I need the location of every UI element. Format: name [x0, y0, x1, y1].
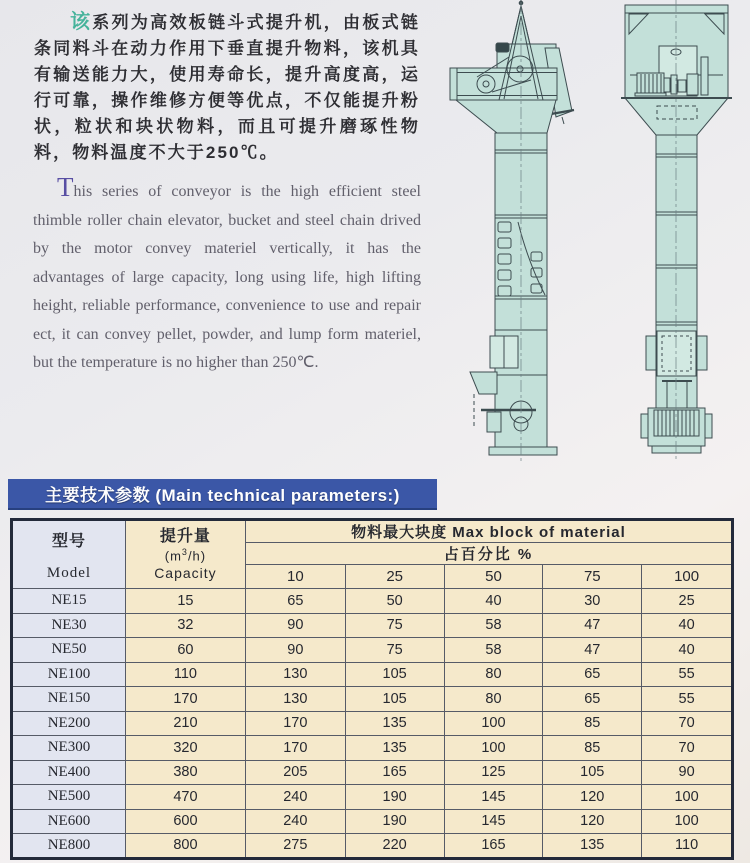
table-body — [12, 589, 733, 859]
table-row — [12, 662, 733, 687]
chinese-intro-paragraph — [34, 9, 420, 166]
table-row — [12, 834, 733, 859]
model-cell: NE15 — [12, 589, 126, 614]
percent-value-cell: 165 — [444, 834, 543, 859]
model-column-header — [12, 520, 126, 589]
percent-value-cell: 80 — [444, 662, 543, 687]
percent-value-cell: 55 — [642, 662, 733, 687]
capacity-cell: 320 — [125, 736, 245, 761]
percent-value-cell: 80 — [444, 687, 543, 712]
percent-value-cell: 110 — [642, 834, 733, 859]
percent-value-cell: 70 — [642, 736, 733, 761]
capacity-cell: 32 — [125, 613, 245, 638]
model-cell: NE30 — [12, 613, 126, 638]
percent-value-cell: 58 — [444, 613, 543, 638]
table-row — [12, 785, 733, 810]
percent-value-cell: 65 — [245, 589, 345, 614]
percent-value-cell: 30 — [543, 589, 642, 614]
capacity-header-zh: 提升量 — [159, 527, 211, 545]
percent-value-cell: 165 — [345, 760, 444, 785]
percent-value-cell: 105 — [345, 687, 444, 712]
percent-value-cell: 240 — [245, 809, 345, 834]
table-row — [12, 760, 733, 785]
percent-value-cell: 100 — [444, 736, 543, 761]
percent-value-cell: 100 — [642, 809, 733, 834]
percent-col-header: 75 — [543, 565, 642, 589]
model-cell: NE600 — [12, 809, 126, 834]
percent-value-cell: 105 — [345, 662, 444, 687]
percent-value-cell: 125 — [444, 760, 543, 785]
capacity-column-header — [125, 520, 245, 589]
percent-value-cell: 190 — [345, 809, 444, 834]
parameters-table-wrap — [10, 518, 734, 860]
percent-value-cell: 47 — [543, 638, 642, 663]
capacity-cell: 110 — [125, 662, 245, 687]
chinese-intro-text: 系列为高效板链斗式提升机，由板式链条同料斗在动力作用下垂直提升物料，该机具有输送能力大，使用寿命长，提升高度高，运行可靠，操作维修方便等优点，不仅能提升粉状，粒状和块状物料，而且可提升磨琢性物料，物料温度不大于250℃。 — [34, 13, 420, 162]
percent-value-cell: 130 — [245, 662, 345, 687]
percent-value-cell: 190 — [345, 785, 444, 810]
capacity-header-unit: $(m^3/h)$ — [164, 546, 207, 564]
table-row — [12, 687, 733, 712]
section-header-title: 主要技术参数 (Main technical parameters:) — [45, 486, 400, 505]
percent-value-cell: 135 — [543, 834, 642, 859]
percent-value-cell: 70 — [642, 711, 733, 736]
percent-value-cell: 275 — [245, 834, 345, 859]
parameters-table — [10, 518, 734, 860]
table-row — [12, 589, 733, 614]
percent-value-cell: 135 — [345, 711, 444, 736]
percent-value-cell: 170 — [245, 736, 345, 761]
capacity-cell: 15 — [125, 589, 245, 614]
percent-col-header: 25 — [345, 565, 444, 589]
percent-value-cell: 40 — [642, 638, 733, 663]
max-block-group-header: 物料最大块度 Max block of material — [245, 520, 732, 543]
capacity-header-en: Capacity — [154, 564, 217, 581]
percent-value-cell: 75 — [345, 638, 444, 663]
percent-value-cell: 120 — [543, 809, 642, 834]
percent-value-cell: 135 — [345, 736, 444, 761]
percent-value-cell: 75 — [345, 613, 444, 638]
elevator-technical-drawings — [430, 0, 750, 470]
percent-value-cell: 90 — [642, 760, 733, 785]
english-intro-text: his series of conveyor is the high efficient steel thimble roller chain elevator, bucket and steel chain drived by the motor convey materiel vertically, it has the advantages of large capacity, long using life, high lifting height, reliable performance, convenience to use and repair ect, it can convey pellet, powder, and lump form materiel, but the temperature is no higher than 250℃. — [33, 183, 421, 371]
percent-value-cell: 85 — [543, 736, 642, 761]
table-row — [12, 613, 733, 638]
percent-col-header: 100 — [642, 565, 733, 589]
percent-value-cell: 47 — [543, 613, 642, 638]
percent-subgroup-header: 占百分比 % — [245, 543, 732, 565]
capacity-cell: 470 — [125, 785, 245, 810]
capacity-cell: 170 — [125, 687, 245, 712]
percent-value-cell: 205 — [245, 760, 345, 785]
model-cell: NE100 — [12, 662, 126, 687]
percent-value-cell: 65 — [543, 662, 642, 687]
percent-value-cell: 145 — [444, 785, 543, 810]
percent-value-cell: 100 — [642, 785, 733, 810]
percent-col-header: 50 — [444, 565, 543, 589]
table-row — [12, 711, 733, 736]
section-header-bar — [8, 479, 437, 510]
model-header-zh: 型号 — [51, 533, 86, 550]
english-dropcap: T — [57, 172, 74, 202]
percent-value-cell: 105 — [543, 760, 642, 785]
percent-value-cell: 130 — [245, 687, 345, 712]
table-row — [12, 638, 733, 663]
model-cell: NE150 — [12, 687, 126, 712]
percent-value-cell: 120 — [543, 785, 642, 810]
percent-value-cell: 65 — [543, 687, 642, 712]
percent-value-cell: 170 — [245, 711, 345, 736]
percent-value-cell: 58 — [444, 638, 543, 663]
elevator-front-view-drawing — [621, 0, 732, 462]
percent-value-cell: 40 — [444, 589, 543, 614]
percent-value-cell: 145 — [444, 809, 543, 834]
capacity-cell: 380 — [125, 760, 245, 785]
percent-value-cell: 50 — [345, 589, 444, 614]
model-cell: NE500 — [12, 785, 126, 810]
percent-value-cell: 90 — [245, 638, 345, 663]
percent-value-cell: 240 — [245, 785, 345, 810]
model-cell: NE300 — [12, 736, 126, 761]
percent-value-cell: 85 — [543, 711, 642, 736]
capacity-cell: 800 — [125, 834, 245, 859]
percent-col-header: 10 — [245, 565, 345, 589]
percent-value-cell: 55 — [642, 687, 733, 712]
english-intro-paragraph — [33, 174, 421, 378]
percent-value-cell: 90 — [245, 613, 345, 638]
model-cell: NE400 — [12, 760, 126, 785]
model-cell: NE50 — [12, 638, 126, 663]
percent-value-cell: 40 — [642, 613, 733, 638]
model-header-en: Model — [46, 565, 92, 581]
percent-value-cell: 220 — [345, 834, 444, 859]
percent-value-cell: 100 — [444, 711, 543, 736]
capacity-cell: 600 — [125, 809, 245, 834]
model-cell: NE800 — [12, 834, 126, 859]
table-row — [12, 809, 733, 834]
model-cell: NE200 — [12, 711, 126, 736]
capacity-cell: 210 — [125, 711, 245, 736]
table-row — [12, 736, 733, 761]
chinese-dropcap: 该 — [70, 11, 93, 33]
capacity-cell: 60 — [125, 638, 245, 663]
percent-value-cell: 25 — [642, 589, 733, 614]
elevator-side-view-drawing — [450, 0, 574, 462]
